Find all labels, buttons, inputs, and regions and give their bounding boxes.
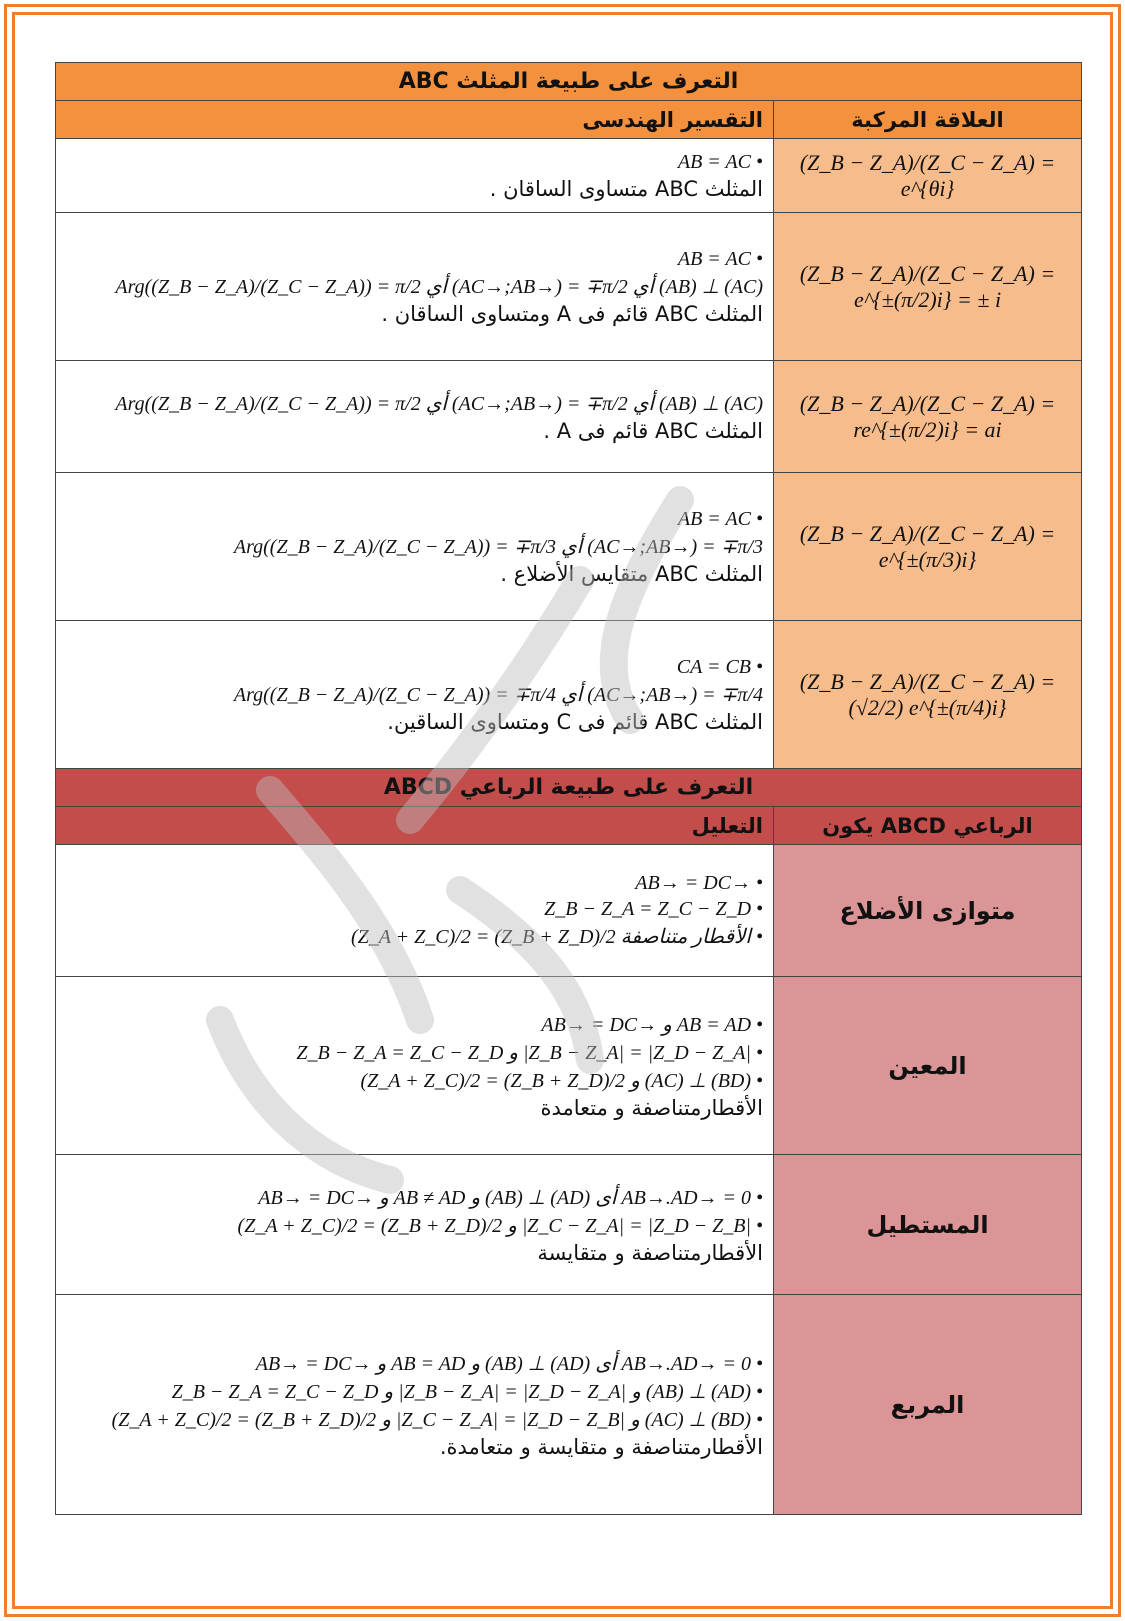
table-row: [56, 213, 1082, 361]
table-row: [56, 977, 1082, 1155]
complex-relation: (Z_B − Z_A)/(Z_C − Z_A) = e^{±(π/3)i}: [774, 473, 1082, 621]
quad-name: المعين: [774, 977, 1082, 1155]
geometric-interpretation: [56, 473, 774, 621]
interpretation-line: المثلث ABC قائم فى C ومتساوى الساقين.: [387, 709, 764, 734]
table-row: [56, 1295, 1082, 1515]
quad-section: [56, 769, 1082, 1515]
interpretation-line: Arg((Z_B − Z_A)/(Z_C − Z_A)) = ∓π/4 أي (AC→;AB→) = ∓π/4: [233, 683, 764, 706]
geometric-interpretation: [56, 361, 774, 473]
quad-reason: [56, 977, 774, 1155]
reason-line: AB→ = DC→ •: [635, 872, 764, 894]
reason-column-header: التعليل: [56, 807, 774, 845]
reason-line: (Z_A + Z_C)/2 = (Z_B + Z_D)/2 الأقطار متناصفة •: [351, 926, 764, 948]
reason-line: (Z_A + Z_C)/2 = (Z_B + Z_D)/2 و |Z_C − Z_A| = |Z_D − Z_B| •: [237, 1214, 764, 1237]
reason-line: Z_B − Z_A = Z_C − Z_D و |Z_B − Z_A| = |Z_D − Z_A| •: [296, 1041, 764, 1064]
shape-column-header: الرباعي ABCD يكون: [774, 807, 1082, 845]
quad-name: المربع: [774, 1295, 1082, 1515]
interpretation-line: CA = CB •: [676, 655, 764, 678]
reason-line: AB→ = DC→ و AB ≠ AD و (AB) ⊥ (AD) أى AB→.AD→ = 0 •: [258, 1186, 764, 1209]
table-row: [56, 361, 1082, 473]
geometric-interpretation: [56, 621, 774, 769]
table-row: [56, 621, 1082, 769]
complex-relation: (Z_B − Z_A)/(Z_C − Z_A) = e^{θi}: [774, 139, 1082, 213]
interpretation-line: المثلث ABC متساوى الساقان .: [489, 176, 764, 201]
table-row: [56, 139, 1082, 213]
reason-line: الأقطارمتناصفة و متعامدة: [540, 1095, 764, 1120]
quad-section-title: التعرف على طبيعة الرباعي ABCD: [56, 769, 1082, 807]
quad-reason: [56, 845, 774, 977]
interpretation-line: Arg((Z_B − Z_A)/(Z_C − Z_A)) = π/2 أي (AC→;AB→) = ∓π/2 أي (AB) ⊥ (AC): [115, 392, 764, 415]
table-row: [56, 845, 1082, 977]
quad-reason: [56, 1155, 774, 1295]
complex-relation: (Z_B − Z_A)/(Z_C − Z_A) = re^{±(π/2)i} = ai: [774, 361, 1082, 473]
reason-line: الأقطارمتناصفة و متقايسة و متعامدة.: [439, 1434, 764, 1459]
interpretation-line: AB = AC •: [677, 247, 764, 270]
quad-reason: [56, 1295, 774, 1515]
relation-column-header: العلاقة المركبة: [774, 101, 1082, 139]
reason-line: (Z_A + Z_C)/2 = (Z_B + Z_D)/2 و (AC) ⊥ (BD) •: [360, 1069, 764, 1092]
interpretation-column-header: التقسير الهندسى: [56, 101, 774, 139]
geometric-interpretation: [56, 139, 774, 213]
interpretation-line: AB = AC •: [677, 150, 764, 173]
interpretation-line: المثلث ABC قائم فى A .: [543, 418, 764, 443]
reason-line: Z_B − Z_A = Z_C − Z_D و |Z_B − Z_A| = |Z_D − Z_A| و (AB) ⊥ (AD) •: [171, 1380, 764, 1403]
complex-relation: (Z_B − Z_A)/(Z_C − Z_A) = (√2/2) e^{±(π/4)i}: [774, 621, 1082, 769]
quad-name: متوازى الأضلاع: [774, 845, 1082, 977]
complex-relation: (Z_B − Z_A)/(Z_C − Z_A) = e^{±(π/2)i} = ± i: [774, 213, 1082, 361]
triangle-section: [56, 63, 1082, 769]
reason-line: Z_B − Z_A = Z_C − Z_D •: [544, 898, 764, 920]
table-row: [56, 1155, 1082, 1295]
reason-line: AB→ = DC→ و AB = AD و (AB) ⊥ (AD) أى AB→.AD→ = 0 •: [255, 1352, 764, 1375]
reason-line: الأقطارمتناصفة و متقايسة: [537, 1240, 764, 1265]
interpretation-line: المثلث ABC قائم فى A ومتساوى الساقان .: [381, 301, 764, 326]
table-row: [56, 473, 1082, 621]
geometric-interpretation: [56, 213, 774, 361]
interpretation-line: AB = AC •: [677, 507, 764, 530]
interpretation-line: المثلث ABC متقايس الأضلاع .: [500, 561, 764, 586]
interpretation-line: Arg((Z_B − Z_A)/(Z_C − Z_A)) = π/2 أي (AC→;AB→) = ∓π/2 أي (AB) ⊥ (AC): [115, 275, 764, 298]
reason-line: AB→ = DC→ و AB = AD •: [541, 1013, 764, 1036]
relations-table: [55, 62, 1082, 1515]
reason-line: (Z_A + Z_C)/2 = (Z_B + Z_D)/2 و |Z_C − Z_A| = |Z_D − Z_B| و (AC) ⊥ (BD) •: [111, 1408, 764, 1431]
interpretation-line: Arg((Z_B − Z_A)/(Z_C − Z_A)) = ∓π/3 أي (AC→;AB→) = ∓π/3: [233, 535, 764, 558]
triangle-section-title: التعرف على طبيعة المثلث ABC: [56, 63, 1082, 101]
quad-name: المستطيل: [774, 1155, 1082, 1295]
